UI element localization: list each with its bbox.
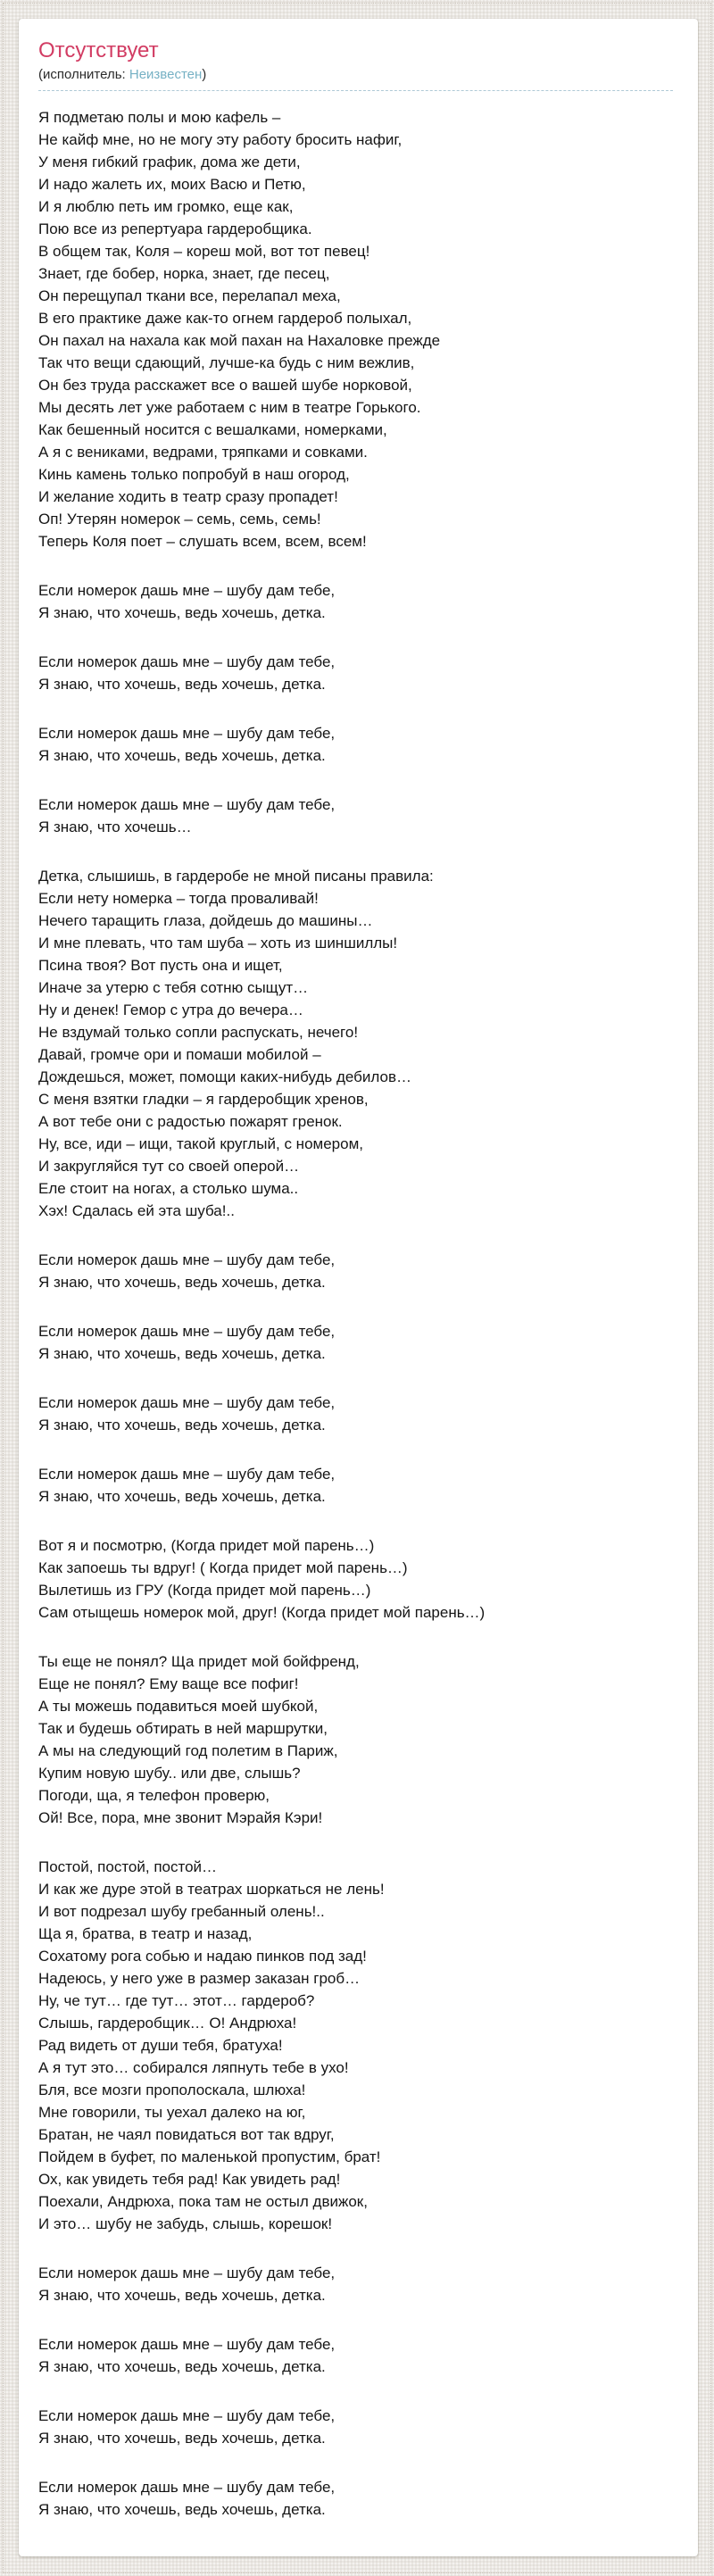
stanza: Если номерок дашь мне – шубу дам тебе, Я знаю, что хочешь, ведь хочешь, детка.	[38, 582, 336, 621]
stanza: Если номерок дашь мне – шубу дам тебе, Я знаю, что хочешь, ведь хочешь, детка.	[38, 2264, 336, 2304]
artist-prefix: (исполнитель:	[38, 67, 129, 82]
stanza: Вот я и посмотрю, (Когда придет мой парень…) Как запоешь ты вдруг! ( Когда придет мой парень…) Вылетишь из ГРУ (Когда придет мой парень…) Сам отыщешь номерок мой, друг! (Когда придет мой парень…)	[38, 1537, 486, 1621]
stanza: Ты еще не понял? Ща придет мой бойфренд, Еще не понял? Ему ваще все пофиг! А ты можешь подавиться моей шубкой, Так и будешь обтирать в ней маршрутки, А мы на следующий год полетим в Париж, Купим новую шубу.. или две, слышь? Погоди, ща, я телефон проверю, Ой! Все, пора, мне звонит Мэрайя Кэри!	[38, 1653, 360, 1826]
stanza: Если номерок дашь мне – шубу дам тебе, Я знаю, что хочешь, ведь хочешь, детка.	[38, 653, 336, 693]
lyrics-text	[38, 106, 673, 2521]
stanza: Если номерок дашь мне – шубу дам тебе, Я знаю, что хочешь, ведь хочешь, детка.	[38, 2479, 336, 2518]
page-title: Отсутствует	[38, 38, 159, 62]
artist-line	[38, 66, 673, 91]
stanza: Если номерок дашь мне – шубу дам тебе, Я знаю, что хочешь, ведь хочешь, детка.	[38, 2336, 336, 2375]
stanza: Если номерок дашь мне – шубу дам тебе, Я знаю, что хочешь, ведь хочешь, детка.	[38, 1466, 336, 1505]
stanza: Если номерок дашь мне – шубу дам тебе, Я знаю, что хочешь…	[38, 796, 336, 835]
stanza: Если номерок дашь мне – шубу дам тебе, Я знаю, что хочешь, ведь хочешь, детка.	[38, 1251, 336, 1291]
stanza: Если номерок дашь мне – шубу дам тебе, Я знаю, что хочешь, ведь хочешь, детка.	[38, 725, 336, 764]
stanza: Если номерок дашь мне – шубу дам тебе, Я знаю, что хочешь, ведь хочешь, детка.	[38, 1323, 336, 1362]
stanza: Я подметаю полы и мою кафель – Не кайф мне, но не могу эту работу бросить нафиг, У меня гибкий график, дома же дети, И надо жалеть их, моих Васю и Петю, И я люблю петь им громко, еще как, Пою все из репертуара гардеробщика. В общем так, Коля – кореш мой, вот тот певец! Знает, где бобер, норка, знает, где песец, Он перещупал ткани все, перелапал меха, В его практике даже как-то огнем гардероб полыхал, Он пахал на нахала как мой пахан на Нахаловке прежде Так что вещи сдающий, лучше-ка будь с ним вежлив, Он без труда расскажет все о вашей шубе норковой, Мы десять лет уже работаем с ним в театре Горького. Как бешенный носится с вешалками, номерками, А я с вениками, ведрами, тряпками и совками. Кинь камень только попробуй в наш огород, И желание ходить в театр сразу пропадет! Оп! Утерян номерок – семь, семь, семь! Теперь Коля поет – слушать всем, всем, всем!	[38, 109, 441, 550]
stanza: Детка, слышишь, в гардеробе не мной писаны правила: Если нету номерка – тогда проваливай! Нечего таращить глаза, дойдешь до машины… И мне плевать, что там шуба – хоть из шиншиллы! Псина твоя? Вот пусть она и ищет, Иначе за утерю с тебя сотню сыщут… Ну и денек! Гемор с утра до вечера… Не вздумай только сопли распускать, нечего! Давай, громче ори и помаши мобилой – Дождешься, может, помощи каких-нибудь дебилов… С меня взятки гладки – я гардеробщик хренов, А вот тебе они с радостью пожарят гренок. Ну, все, иди – ищи, такой круглый, с номером, И закругляйся тут со своей оперой… Еле стоит на ногах, а столько шума.. Хэх! Сдалась ей эта шуба!..	[38, 868, 434, 1219]
stanza: Если номерок дашь мне – шубу дам тебе, Я знаю, что хочешь, ведь хочешь, детка.	[38, 2407, 336, 2447]
lyrics-card	[19, 19, 698, 2556]
stanza: Постой, постой, постой… И как же дуре этой в театрах шоркаться не лень! И вот подрезал шубу гребанный олень!.. Ща я, братва, в театр и назад, Сохатому рога собью и надаю пинков под зад! Надеюсь, у него уже в размер заказан гроб… Ну, че тут… где тут… этот… гардероб? Слышь, гардеробщик… О! Андрюха! Рад видеть от души тебя, братуха! А я тут это… собирался ляпнуть тебе в ухо! Бля, все мозги прополоскала, шлюха! Мне говорили, ты уехал далеко на юг, Братан, не чаял повидаться вот так вдруг, Пойдем в буфет, по маленькой пропустим, брат! Ох, как увидеть тебя рад! Как увидеть рад! Поехали, Андрюха, пока там не остыл движок, И это… шубу не забудь, слышь, корешок!	[38, 1858, 385, 2232]
artist-suffix: )	[202, 67, 207, 82]
stanza: Если номерок дашь мне – шубу дам тебе, Я знаю, что хочешь, ведь хочешь, детка.	[38, 1394, 336, 1433]
artist-link[interactable]: Неизвестен	[129, 67, 203, 82]
